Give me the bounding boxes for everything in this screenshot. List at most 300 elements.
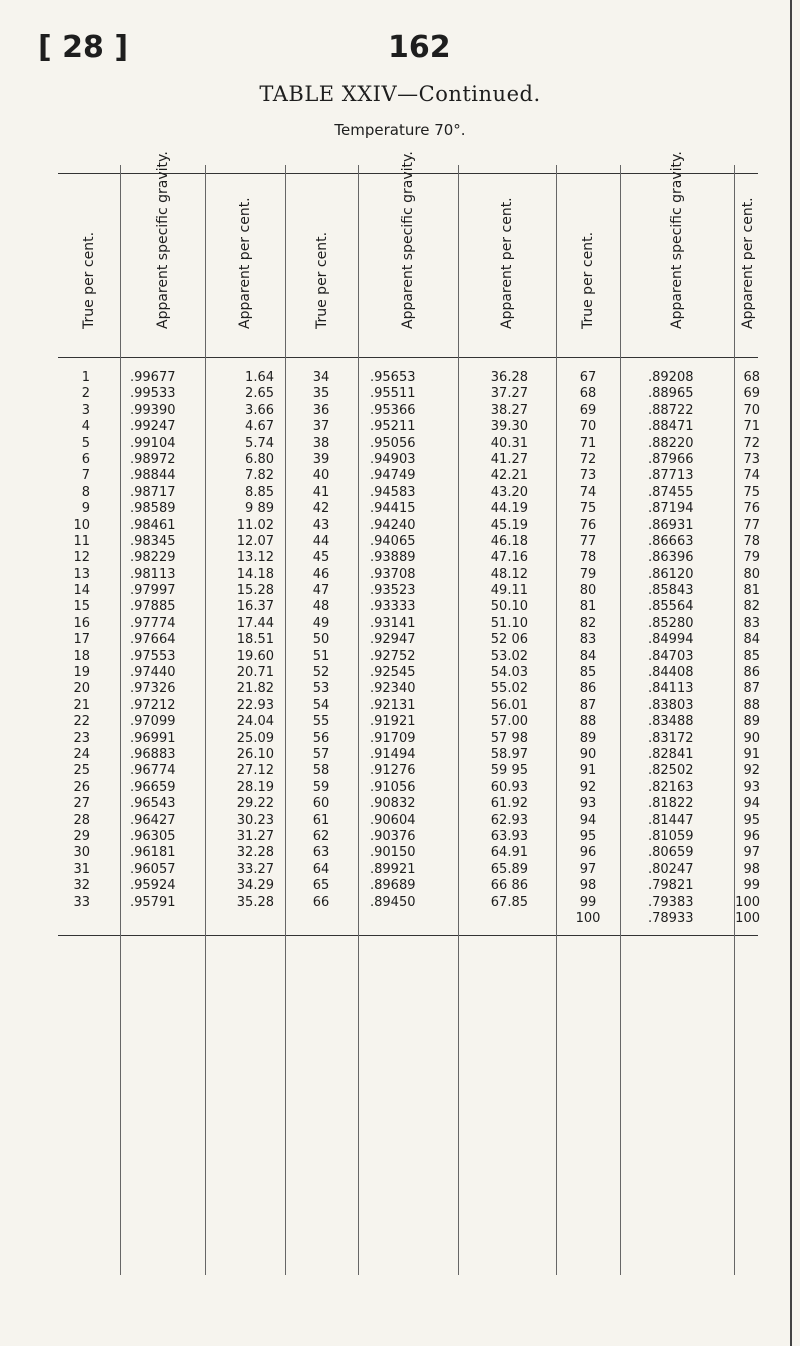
table-cell: 55.02 xyxy=(490,681,528,697)
table-cell: .92131 xyxy=(370,697,416,713)
table-cell: .92545 xyxy=(370,665,416,681)
table-cell: .83803 xyxy=(648,697,694,713)
table-cell: .79383 xyxy=(648,894,694,910)
table-cell: .95791 xyxy=(130,894,176,910)
table-cell: 54 xyxy=(312,697,330,713)
table-cell: 29 xyxy=(73,828,90,844)
table-cell: .99247 xyxy=(130,419,176,435)
table-cell: 98 xyxy=(743,861,760,877)
table-cell: 56 xyxy=(312,730,330,746)
table-cell: 23 xyxy=(73,730,90,746)
table-cell: 39.30 xyxy=(490,419,528,435)
table-cell: 50.10 xyxy=(490,599,528,615)
table-cell: 51 xyxy=(312,648,330,664)
header-apparent-percent: Apparent per cent. xyxy=(499,197,515,329)
table-cell: 28.19 xyxy=(236,779,274,795)
table-cell: 57.00 xyxy=(490,714,528,730)
table-cell: 86 xyxy=(579,681,597,697)
table-cell: .89208 xyxy=(648,370,694,385)
table-cell: 48.12 xyxy=(490,566,528,582)
table-cell: .92340 xyxy=(370,681,416,697)
table-cell: 40 xyxy=(312,468,330,484)
table-cell: 42 xyxy=(312,501,330,517)
table-cell: 33.27 xyxy=(236,861,274,877)
table-cell: 53.02 xyxy=(490,648,528,664)
table-cell: 21 xyxy=(73,697,90,713)
header-apparent-specific-gravity: Apparent specific gravity. xyxy=(400,151,416,329)
table-cell: 29.22 xyxy=(236,796,274,812)
table-cell: 61.92 xyxy=(490,796,528,812)
table-cell: .94240 xyxy=(370,517,416,533)
table-cell: 44 xyxy=(312,533,330,549)
table-cell: 84 xyxy=(579,648,597,664)
table-cell: 68 xyxy=(579,386,597,402)
table-cell: .81447 xyxy=(648,812,694,828)
header-true-percent: True per cent. xyxy=(314,231,330,329)
column-divider xyxy=(556,165,557,1275)
table-cell: 92 xyxy=(579,779,597,795)
table-cell: 30.23 xyxy=(236,812,274,828)
table-cell: 22.93 xyxy=(236,697,274,713)
table-cell: 76 xyxy=(743,501,760,517)
table-cell: 12.07 xyxy=(236,533,274,549)
table-cell: 64 xyxy=(312,861,330,877)
table-cell: .84994 xyxy=(648,632,694,648)
table-cell: 1 xyxy=(81,370,90,385)
table-cell: 14 xyxy=(73,583,90,599)
table-cell: .88722 xyxy=(648,402,694,418)
table-cell: 69 xyxy=(743,386,760,402)
table-cell: 56.01 xyxy=(490,697,528,713)
table-cell: .78933 xyxy=(648,910,694,926)
table-cell: .97664 xyxy=(130,632,176,648)
table-cell: 21.82 xyxy=(236,681,274,697)
column-apparent-specific-gravity xyxy=(648,370,694,927)
table-cell: 85 xyxy=(743,648,760,664)
table-cell: 57 xyxy=(312,746,330,762)
table-cell: 13 xyxy=(73,566,90,582)
table-cell: 9 xyxy=(81,501,90,517)
table-cell: 26.10 xyxy=(236,746,274,762)
table-cell: 72 xyxy=(579,451,597,467)
table-cell: 33 xyxy=(73,894,90,910)
table-cell: 19 xyxy=(73,665,90,681)
table-cell: .99104 xyxy=(130,435,176,451)
table-cell: 86 xyxy=(743,665,760,681)
table-cell: .90604 xyxy=(370,812,416,828)
table-cell: 99 xyxy=(743,878,760,894)
header-apparent-percent: Apparent per cent. xyxy=(237,197,253,329)
table-cell: 27.12 xyxy=(236,763,274,779)
header-true-percent: True per cent. xyxy=(580,231,596,329)
table-cell: .85280 xyxy=(648,615,694,631)
table-cell: .89921 xyxy=(370,861,416,877)
table-cell: .86931 xyxy=(648,517,694,533)
column-divider xyxy=(285,165,286,1275)
table-cell: 89 xyxy=(579,730,597,746)
table-cell: 40.31 xyxy=(490,435,528,451)
table-cell: .86120 xyxy=(648,566,694,582)
table-cell: 94 xyxy=(743,796,760,812)
table-cell: 12 xyxy=(73,550,90,566)
table-cell: 96 xyxy=(579,845,597,861)
table-cell: .96057 xyxy=(130,861,176,877)
table-cell: .95211 xyxy=(370,419,416,435)
table-cell: 92 xyxy=(743,763,760,779)
table-cell: 45.19 xyxy=(490,517,528,533)
header-apparent-specific-gravity: Apparent specific gravity. xyxy=(155,151,171,329)
data-table xyxy=(58,151,760,1275)
table-cell: 47 xyxy=(312,583,330,599)
table-cell: 57 98 xyxy=(490,730,528,746)
table-cell: 78 xyxy=(579,550,597,566)
table-cell: 82 xyxy=(743,599,760,615)
table-cell: 73 xyxy=(743,451,760,467)
table-cell: 61 xyxy=(312,812,330,828)
table-cell: 11.02 xyxy=(236,517,274,533)
table-cell: 34 xyxy=(312,370,330,385)
table-cell: 84 xyxy=(743,632,760,648)
table-cell: 24 xyxy=(73,746,90,762)
table-cell: 79 xyxy=(579,566,597,582)
table-cell: 67 xyxy=(579,370,597,385)
table-cell: 25.09 xyxy=(236,730,274,746)
table-cell: 11 xyxy=(73,533,90,549)
table-cell: .97774 xyxy=(130,615,176,631)
table-cell: 89 xyxy=(743,714,760,730)
table-cell: 46.18 xyxy=(490,533,528,549)
table-cell: 60.93 xyxy=(490,779,528,795)
column-true-percent xyxy=(306,370,336,911)
table-cell: 28 xyxy=(73,812,90,828)
table-cell: .92752 xyxy=(370,648,416,664)
table-cell: 76 xyxy=(579,517,597,533)
table-cell: 93 xyxy=(743,779,760,795)
table-cell: 2.65 xyxy=(245,386,274,402)
table-cell: 79 xyxy=(743,550,760,566)
table-cell: 93 xyxy=(579,796,597,812)
table-cell: .80247 xyxy=(648,861,694,877)
table-cell: 3.66 xyxy=(245,402,274,418)
table-cell: 70 xyxy=(743,402,760,418)
table-cell: 41 xyxy=(312,484,330,500)
table-cell: 15.28 xyxy=(236,583,274,599)
table-cell: 19.60 xyxy=(236,648,274,664)
table-cell: 20 xyxy=(73,681,90,697)
table-cell: 39 xyxy=(312,451,330,467)
table-cell: .98972 xyxy=(130,451,176,467)
table-cell: .82841 xyxy=(648,746,694,762)
table-cell: 78 xyxy=(743,533,760,549)
table-cell: 80 xyxy=(579,583,597,599)
table-cell: 13.12 xyxy=(236,550,274,566)
table-cell: 74 xyxy=(743,468,760,484)
table-cell: 71 xyxy=(579,435,597,451)
table-cell: 70 xyxy=(579,419,597,435)
table-cell: .96883 xyxy=(130,746,176,762)
table-cell: .89450 xyxy=(370,894,416,910)
table-cell: 42.21 xyxy=(490,468,528,484)
table-cell: 90 xyxy=(743,730,760,746)
table-cell: .83488 xyxy=(648,714,694,730)
table-cell: .84113 xyxy=(648,681,694,697)
table-cell: 26 xyxy=(73,779,90,795)
table-cell: 2 xyxy=(81,386,90,402)
table-cell: 31.27 xyxy=(236,828,274,844)
table-cell: .82163 xyxy=(648,779,694,795)
table-cell: 50 xyxy=(312,632,330,648)
column-apparent-percent xyxy=(476,370,528,911)
table-cell: 59 xyxy=(312,779,330,795)
table-cell: 69 xyxy=(579,402,597,418)
table-cell: 100 xyxy=(575,910,601,926)
table-cell: .97997 xyxy=(130,583,176,599)
table-cell: 6 xyxy=(81,451,90,467)
table-cell: 41.27 xyxy=(490,451,528,467)
column-apparent-percent xyxy=(734,370,760,927)
column-apparent-specific-gravity xyxy=(370,370,416,911)
table-cell: .98113 xyxy=(130,566,176,582)
table-cell: .97212 xyxy=(130,697,176,713)
table-cell: 72 xyxy=(743,435,760,451)
table-cell: 22 xyxy=(73,714,90,730)
page-edge-rule xyxy=(790,0,792,1346)
table-cell: 25 xyxy=(73,763,90,779)
table-cell: 3 xyxy=(81,402,90,418)
page-number-bracketed: [ 28 ] xyxy=(38,30,129,65)
table-cell: 97 xyxy=(743,845,760,861)
table-cell: 62 xyxy=(312,828,330,844)
table-cell: 53 xyxy=(312,681,330,697)
table-cell: .98345 xyxy=(130,533,176,549)
table-cell: 14.18 xyxy=(236,566,274,582)
table-cell: 65 xyxy=(312,878,330,894)
column-divider xyxy=(120,165,121,1275)
table-cell: 10 xyxy=(73,517,90,533)
table-cell: .94903 xyxy=(370,451,416,467)
table-cell: .91056 xyxy=(370,779,416,795)
table-cell: 62.93 xyxy=(490,812,528,828)
table-cell: 4 xyxy=(81,419,90,435)
table-cell: .83172 xyxy=(648,730,694,746)
table-cell: .95924 xyxy=(130,878,176,894)
table-cell: .91494 xyxy=(370,746,416,762)
table-cell: 18 xyxy=(73,648,90,664)
table-cell: 96 xyxy=(743,828,760,844)
table-cell: 88 xyxy=(579,714,597,730)
table-cell: .96774 xyxy=(130,763,176,779)
table-cell: .81059 xyxy=(648,828,694,844)
table-cell: .91276 xyxy=(370,763,416,779)
table-cell: .94749 xyxy=(370,468,416,484)
table-cell: .85843 xyxy=(648,583,694,599)
table-cell: 59 95 xyxy=(490,763,528,779)
table-cell: 5.74 xyxy=(245,435,274,451)
column-divider xyxy=(620,165,621,1275)
table-cell: 6.80 xyxy=(245,451,274,467)
table-cell: 49 xyxy=(312,615,330,631)
table-cell: 75 xyxy=(743,484,760,500)
table-cell: 85 xyxy=(579,665,597,681)
table-cell: 9 89 xyxy=(245,501,274,517)
table-cell: 31 xyxy=(73,861,90,877)
table-cell: .99390 xyxy=(130,402,176,418)
table-cell: 55 xyxy=(312,714,330,730)
table-cell: 88 xyxy=(743,697,760,713)
table-cell: .92947 xyxy=(370,632,416,648)
table-cell: .93523 xyxy=(370,583,416,599)
table-cell: 97 xyxy=(579,861,597,877)
column-true-percent xyxy=(573,370,603,927)
table-cell: .90376 xyxy=(370,828,416,844)
table-bottom-rule xyxy=(58,935,758,936)
table-cell: 51.10 xyxy=(490,615,528,631)
table-cell: 95 xyxy=(579,828,597,844)
table-cell: 4.67 xyxy=(245,419,274,435)
table-cell: .96181 xyxy=(130,845,176,861)
table-cell: 90 xyxy=(579,746,597,762)
table-cell: .88220 xyxy=(648,435,694,451)
table-cell: 66 xyxy=(312,894,330,910)
table-cell: 98 xyxy=(579,878,597,894)
table-cell: .99677 xyxy=(130,370,176,385)
table-cell: .87194 xyxy=(648,501,694,517)
table-cell: .87966 xyxy=(648,451,694,467)
table-cell: .98461 xyxy=(130,517,176,533)
table-cell: 34.29 xyxy=(236,878,274,894)
table-cell: 17.44 xyxy=(236,615,274,631)
table-cell: 47.16 xyxy=(490,550,528,566)
table-cell: .95511 xyxy=(370,386,416,402)
table-cell: .94583 xyxy=(370,484,416,500)
page-number: 162 xyxy=(388,30,451,65)
table-cell: 49.11 xyxy=(490,583,528,599)
table-cell: 17 xyxy=(73,632,90,648)
table-cell: .82502 xyxy=(648,763,694,779)
table-cell: 91 xyxy=(743,746,760,762)
table-cell: .97885 xyxy=(130,599,176,615)
table-cell: 38.27 xyxy=(490,402,528,418)
table-cell: 81 xyxy=(579,599,597,615)
table-cell: .91921 xyxy=(370,714,416,730)
table-cell: .94415 xyxy=(370,501,416,517)
table-cell: .93141 xyxy=(370,615,416,631)
table-cell: 87 xyxy=(579,697,597,713)
table-cell: 58 xyxy=(312,763,330,779)
column-apparent-percent xyxy=(228,370,274,911)
table-cell: 35 xyxy=(312,386,330,402)
table-cell: .95653 xyxy=(370,370,416,385)
table-cell: 18.51 xyxy=(236,632,274,648)
table-cell: 77 xyxy=(579,533,597,549)
table-cell: 5 xyxy=(81,435,90,451)
table-cell: .95366 xyxy=(370,402,416,418)
header-apparent-specific-gravity: Apparent specific gravity. xyxy=(669,151,685,329)
column-divider xyxy=(358,165,359,1275)
table-cell: 87 xyxy=(743,681,760,697)
table-cell: .90832 xyxy=(370,796,416,812)
table-cell: 52 xyxy=(312,665,330,681)
table-cell: 99 xyxy=(579,894,597,910)
table-cell: 20.71 xyxy=(236,665,274,681)
table-title: TABLE XXIV—Continued. xyxy=(259,82,541,106)
table-cell: .89689 xyxy=(370,878,416,894)
table-cell: 35.28 xyxy=(236,894,274,910)
table-cell: .84703 xyxy=(648,648,694,664)
table-cell: .98229 xyxy=(130,550,176,566)
table-cell: 38 xyxy=(312,435,330,451)
table-cell: 77 xyxy=(743,517,760,533)
table-cell: .81822 xyxy=(648,796,694,812)
table-cell: 43 xyxy=(312,517,330,533)
table-cell: 27 xyxy=(73,796,90,812)
table-cell: 54.03 xyxy=(490,665,528,681)
table-cell: 100 xyxy=(735,910,760,926)
table-cell: 1.64 xyxy=(245,370,274,385)
table-cell: .94065 xyxy=(370,533,416,549)
table-cell: 80 xyxy=(743,566,760,582)
table-cell: 30 xyxy=(73,845,90,861)
table-cell: 74 xyxy=(579,484,597,500)
table-cell: 65.89 xyxy=(490,861,528,877)
table-cell: .98717 xyxy=(130,484,176,500)
table-cell: 63 xyxy=(312,845,330,861)
table-cell: .96427 xyxy=(130,812,176,828)
table-cell: .87713 xyxy=(648,468,694,484)
table-cell: .85564 xyxy=(648,599,694,615)
table-cell: 81 xyxy=(743,583,760,599)
table-cell: .86663 xyxy=(648,533,694,549)
table-cell: 36 xyxy=(312,402,330,418)
table-cell: 45 xyxy=(312,550,330,566)
column-apparent-specific-gravity xyxy=(130,370,176,911)
table-cell: .84408 xyxy=(648,665,694,681)
table-cell: .96659 xyxy=(130,779,176,795)
column-divider xyxy=(205,165,206,1275)
table-cell: .96305 xyxy=(130,828,176,844)
table-cell: .97326 xyxy=(130,681,176,697)
header-rule xyxy=(58,357,758,358)
table-subtitle: Temperature 70°. xyxy=(334,121,466,139)
table-cell: 83 xyxy=(743,615,760,631)
table-cell: 52 06 xyxy=(490,632,528,648)
table-cell: 94 xyxy=(579,812,597,828)
table-cell: .90150 xyxy=(370,845,416,861)
table-cell: 43.20 xyxy=(490,484,528,500)
table-cell: 32 xyxy=(73,878,90,894)
table-cell: 16 xyxy=(73,615,90,631)
table-cell: 100 xyxy=(735,894,760,910)
table-cell: .95056 xyxy=(370,435,416,451)
table-cell: 83 xyxy=(579,632,597,648)
column-divider xyxy=(458,165,459,1275)
table-cell: 73 xyxy=(579,468,597,484)
table-cell: 44.19 xyxy=(490,501,528,517)
table-cell: 7 xyxy=(81,468,90,484)
table-cell: .91709 xyxy=(370,730,416,746)
table-cell: 7.82 xyxy=(245,468,274,484)
table-cell: 58.97 xyxy=(490,746,528,762)
table-cell: .96543 xyxy=(130,796,176,812)
table-cell: 37 xyxy=(312,419,330,435)
table-cell: 15 xyxy=(73,599,90,615)
table-cell: 82 xyxy=(579,615,597,631)
table-cell: 46 xyxy=(312,566,330,582)
table-cell: .93333 xyxy=(370,599,416,615)
header-apparent-percent: Apparent per cent. xyxy=(739,197,756,329)
table-cell: .79821 xyxy=(648,878,694,894)
table-cell: 37.27 xyxy=(490,386,528,402)
